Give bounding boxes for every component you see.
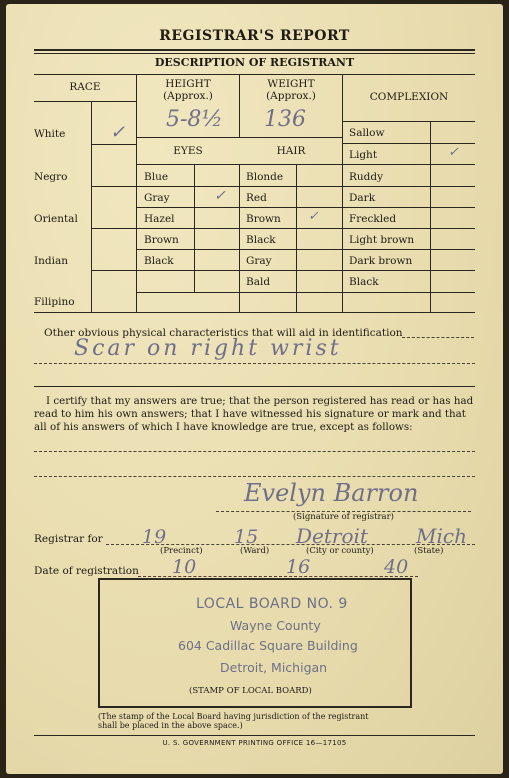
complexion-option: Black: [349, 276, 379, 288]
complexion-option: Dark brown: [349, 255, 413, 267]
eyes-option: Blue: [144, 171, 169, 183]
dotted-line: [34, 451, 475, 452]
description-header: DESCRIPTION OF REGISTRANT: [154, 56, 355, 69]
grid-line: [343, 292, 475, 293]
title-rule: [34, 49, 475, 51]
complexion-option: Light brown: [349, 234, 415, 246]
complexion-option: Ruddy: [349, 171, 384, 183]
grid-line: [240, 292, 343, 293]
grid-line: [240, 207, 343, 208]
hair-option: Bald: [246, 276, 271, 288]
grid-line: [342, 74, 343, 312]
ward-value: 15: [234, 526, 259, 548]
eyes-option: Hazel: [144, 213, 175, 225]
date-month: 10: [172, 556, 197, 578]
dotted-line: [402, 337, 474, 338]
physical-prompt: Other obvious physical characteristics that will aid in identification: [44, 327, 403, 339]
grid-line: [137, 249, 239, 250]
grid-line: [240, 228, 343, 229]
hair-option: Black: [246, 234, 276, 246]
race-check-mark: ✓: [110, 122, 126, 143]
date-year: 40: [384, 556, 409, 578]
complexion-header: COMPLEXION: [369, 91, 449, 103]
grid-line: [240, 186, 343, 187]
grid-line: [430, 121, 431, 312]
stamp-line: 604 Cadillac Square Building: [178, 638, 358, 653]
height-header: HEIGHT: [165, 78, 211, 90]
dotted-line: [34, 476, 475, 477]
complexion-check-mark: ✓: [448, 145, 459, 160]
footnote-line: (The stamp of the Local Board having jurisdiction of the registrant: [98, 712, 369, 721]
weight-header: WEIGHT: [267, 78, 315, 90]
grid-line: [343, 270, 475, 271]
section-rule: [34, 386, 475, 387]
certify-line: all of his answers of which I have knowledge are true, except as follows:: [34, 421, 413, 433]
grid-line: [343, 249, 475, 250]
physical-answer: Scar on right wrist: [74, 336, 342, 361]
grid-line: [91, 101, 92, 312]
city-caption: (City or county): [306, 546, 374, 556]
grid-line: [343, 121, 475, 122]
eyes-option: Black: [144, 255, 174, 267]
race-option: Indian: [34, 255, 69, 267]
height-approx: (Approx.): [163, 90, 213, 102]
table-top-rule: [34, 74, 475, 75]
stamp-line: Detroit, Michigan: [220, 660, 328, 675]
grid-line: [137, 164, 343, 165]
grid-line: [137, 186, 239, 187]
race-option: Oriental: [34, 213, 78, 225]
precinct-caption: (Precinct): [160, 546, 203, 556]
grid-line: [136, 74, 137, 312]
height-value: 5-8½: [166, 107, 223, 132]
footer-rule: [34, 735, 475, 736]
printer-line: U. S. GOVERNMENT PRINTING OFFICE 16—17105: [162, 739, 347, 747]
grid-line: [343, 207, 475, 208]
grid-line: [91, 228, 137, 229]
page-title: REGISTRAR'S REPORT: [159, 28, 350, 44]
eyes-option: Gray: [144, 192, 170, 204]
stamp-line: LOCAL BOARD NO. 9: [196, 596, 348, 612]
complexion-option: Freckled: [349, 213, 397, 225]
hair-option: Gray: [246, 255, 272, 267]
hair-option: Brown: [246, 213, 281, 225]
grid-line: [137, 228, 239, 229]
table-bottom-rule: [34, 312, 475, 313]
certify-line: I certify that my answers are true; that the person registered has read or has had: [46, 395, 474, 407]
grid-line: [343, 164, 475, 165]
hair-header: HAIR: [276, 145, 306, 157]
hair-option: Blonde: [246, 171, 284, 183]
grid-line: [91, 270, 137, 271]
weight-approx: (Approx.): [266, 90, 316, 102]
race-option: White: [34, 128, 66, 140]
stamp-line: Wayne County: [230, 618, 321, 633]
grid-line: [343, 143, 475, 144]
eyes-check-mark: ✓: [214, 188, 226, 204]
grid-line: [91, 186, 137, 187]
complexion-option: Dark: [349, 192, 376, 204]
grid-line: [34, 101, 137, 102]
date-label: Date of registration: [34, 565, 139, 577]
date-day: 16: [286, 556, 311, 578]
grid-line: [137, 292, 239, 293]
state-value: Mich: [416, 524, 467, 548]
dotted-line: [34, 363, 475, 364]
stamp-caption: (STAMP OF LOCAL BOARD): [189, 686, 312, 696]
certify-line: read to him his own answers; that I have witnessed his signature or mark and that: [34, 408, 466, 420]
grid-line: [137, 137, 343, 138]
complexion-option: Sallow: [349, 127, 385, 139]
city-value: Detroit: [296, 524, 368, 548]
complexion-option: Light: [349, 149, 378, 161]
race-option: Filipino: [34, 296, 75, 308]
eyes-header: EYES: [173, 145, 203, 157]
weight-value: 136: [264, 107, 306, 132]
registrar-signature: Evelyn Barron: [244, 479, 419, 507]
hair-option: Red: [246, 192, 267, 204]
grid-line: [91, 144, 137, 145]
grid-line: [240, 249, 343, 250]
ward-caption: (Ward): [240, 546, 270, 556]
grid-line: [240, 270, 343, 271]
race-option: Negro: [34, 171, 68, 183]
precinct-value: 19: [142, 526, 167, 548]
hair-check-mark: ✓: [308, 209, 319, 224]
race-header: RACE: [69, 81, 101, 93]
registrar-for-label: Registrar for: [34, 533, 103, 545]
grid-line: [137, 270, 239, 271]
registrar-report-card: [6, 4, 503, 774]
state-caption: (State): [414, 546, 444, 556]
grid-line: [137, 207, 239, 208]
grid-line: [343, 228, 475, 229]
signature-caption: (Signature of registrar): [292, 512, 395, 522]
footnote-line: shall be placed in the above space.): [98, 721, 243, 730]
grid-line: [343, 186, 475, 187]
eyes-option: Brown: [144, 234, 179, 246]
title-rule-thin: [34, 53, 475, 54]
